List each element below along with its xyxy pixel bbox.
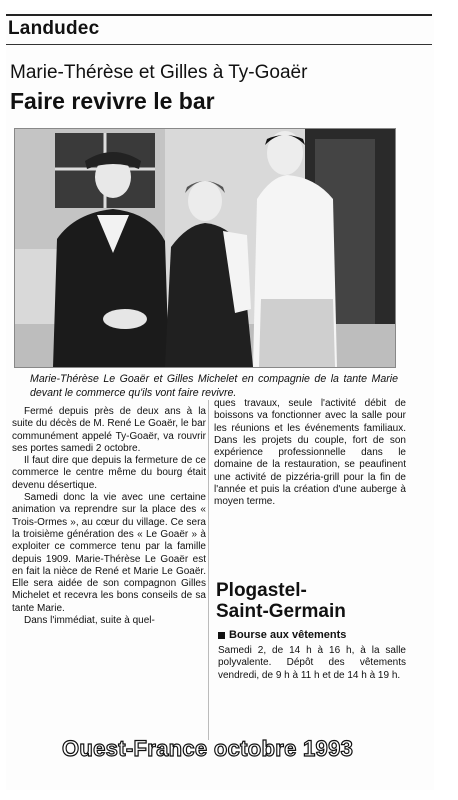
section2-title — [216, 580, 346, 622]
headline: Faire revivre le bar — [10, 88, 215, 114]
subheadline: Marie-Thérèse et Gilles à Ty-Goaër — [10, 62, 308, 83]
article-paragraph: Samedi donc la vie avec une certaine animation va reprendre sur la place des « Trois-Ormes », au cœur du village. Ce sera la troisième génération des « Le Goaër » à exploiter ce commerce tenu par la famille depuis 1909. Marie-Thérèse Le Goaër est en fait la nièce de René et Marie Le Goaër. Elle sera aidée de son compagnon Gilles Michelet et recevra les bons conseils de sa tante Marie. — [12, 492, 206, 614]
section-rule — [6, 44, 432, 45]
column-divider — [208, 400, 209, 740]
article-paragraph: ques travaux, seule l'activité débit de boissons va fonctionner avec la salle pour les réunions et les événements familiaux. Dans les projets du couple, fort de son expérience professionnelle dans le domaine de la restauration, se peaufinent une activité de pizzéria-grill pour la fin de l'année et puis la création d'une auberge à moyen terme. — [214, 398, 406, 508]
article-paragraph: Fermé depuis près de deux ans à la suite du décès de M. René Le Goaër, le bar communément appelé Ty-Goaër, va rouvrir ses portes samedi 2 octobre. — [12, 406, 206, 454]
event-title: Bourse aux vêtements — [229, 629, 347, 641]
article-paragraph: Il faut dire que depuis la fermeture de ce commerce le centre même du bourg était devenu désertique. — [12, 455, 206, 491]
article-column-1 — [12, 406, 206, 627]
article-photo — [14, 128, 396, 368]
section2-title-line2: Saint-Germain — [216, 601, 346, 622]
photo-illustration — [15, 129, 395, 367]
article-paragraph: Dans l'immédiat, suite à quel- — [24, 615, 155, 627]
photo-caption: Marie-Thérèse Le Goaër et Gilles Michelet en compagnie de la tante Marie devant le commerce qu'ils vont faire revivre. — [30, 373, 398, 399]
event-heading — [218, 629, 346, 641]
top-rule — [6, 14, 432, 16]
section-title: Landudec — [8, 18, 100, 39]
event-body: Samedi 2, de 14 h à 16 h, à la salle polyvalente. Dépôt des vêtements vendredi, de 9 h à 11 h et de 14 h à 19 h. — [218, 645, 406, 681]
section2-title-line1: Plogastel- — [216, 580, 307, 601]
source-caption: Ouest-France octobre 1993 — [62, 736, 354, 761]
article-column-2 — [214, 398, 406, 509]
bullet-square-icon — [218, 632, 225, 639]
